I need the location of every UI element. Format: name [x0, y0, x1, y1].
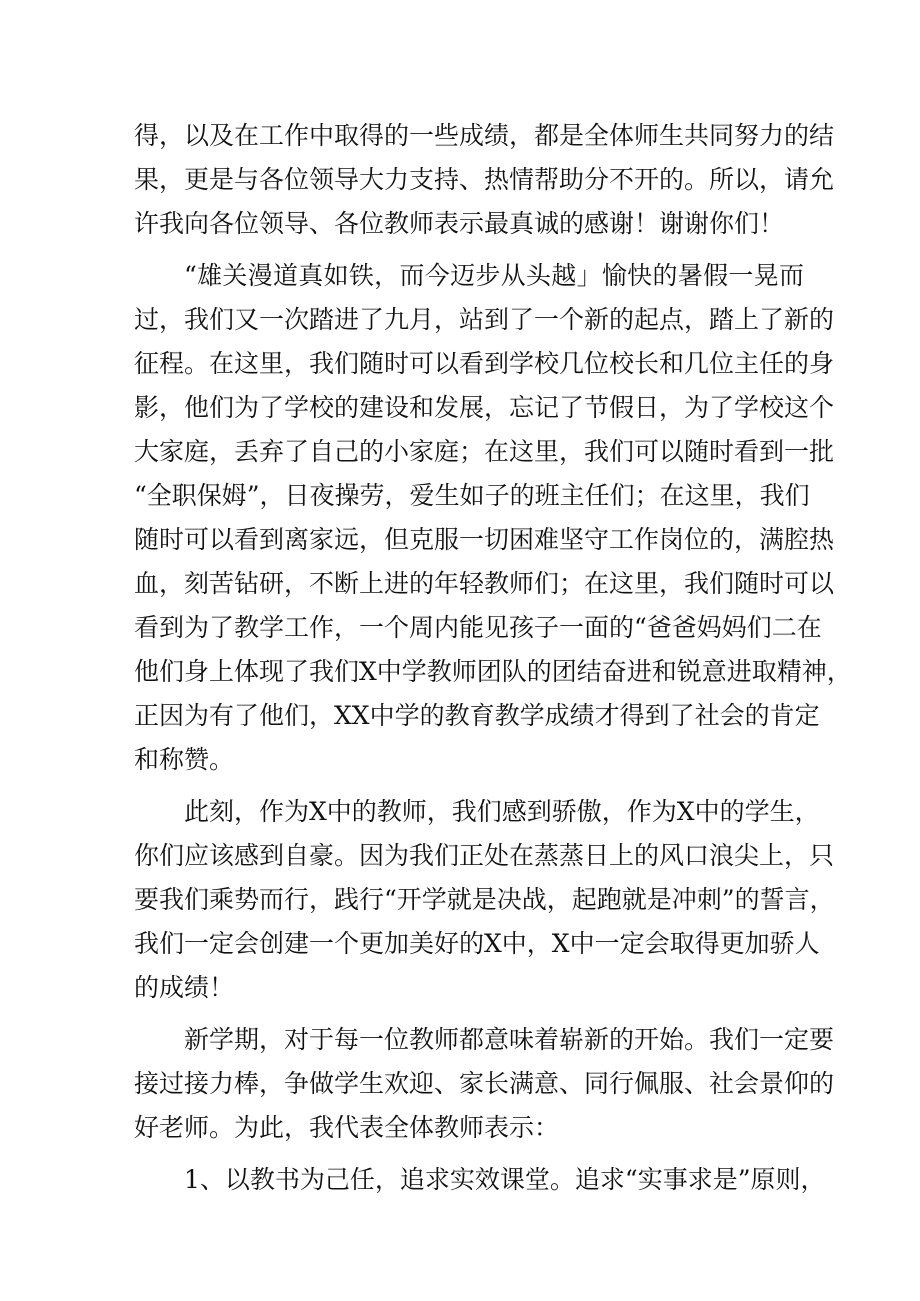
text-line: “全职保姆”，日夜操劳，爱生如子的班主任们；在这里，我们: [134, 481, 810, 510]
text-line: 过，我们又一次踏进了九月，站到了一个新的起点，踏上了新的: [134, 305, 835, 334]
text-line: 和称赞。: [134, 745, 235, 774]
text-line: 影，他们为了学校的建设和发展，忘记了节假日，为了学校这个: [134, 393, 835, 422]
text-line: 要我们乘势而行，践行“开学就是决战，起跑就是冲刺”的誓言，: [134, 885, 835, 914]
text-line: 1、以教书为己任，追求实效课堂。追求“实事求是”原则，: [184, 1165, 826, 1194]
document-body: [134, 114, 852, 1202]
text-line: 大家庭，丢弃了自己的小家庭；在这里，我们可以随时看到一批: [134, 437, 835, 466]
text-line: 许我向各位领导、各位教师表示最真诚的感谢！谢谢你们！: [134, 209, 785, 238]
text-line: 好老师。为此，我代表全体教师表示：: [134, 1113, 560, 1142]
text-line: 新学期，对于每一位教师都意味着崭新的开始。我们一定要: [184, 1025, 835, 1054]
text-line: 正因为有了他们，XX中学的教育教学成绩才得到了社会的肯定: [134, 701, 820, 730]
text-line: 随时可以看到离家远，但克服一切困难坚守工作岗位的，满腔热: [134, 525, 835, 554]
text-line: 我们一定会创建一个更加美好的X中，X中一定会取得更加骄人: [134, 929, 820, 958]
text-line: 他们身上体现了我们X中学教师团队的团结奋进和锐意进取精神，: [134, 657, 852, 686]
text-line: 看到为了教学工作，一个周内能见孩子一面的“爸爸妈妈们二在: [134, 613, 822, 642]
text-line: 此刻，作为X中的教师，我们感到骄傲，作为X中的学生，: [184, 797, 820, 826]
text-line: “雄关漫道真如铁，而今迈步从头越」愉快的暑假一晃而: [184, 261, 804, 290]
text-line: 你们应该感到自豪。因为我们正处在蒸蒸日上的风口浪尖上，只: [134, 841, 835, 870]
text-line: 接过接力棒，争做学生欢迎、家长满意、同行佩服、社会景仰的: [134, 1069, 835, 1098]
text-line: 血，刻苦钻研，不断上进的年轻教师们；在这里，我们随时可以: [134, 569, 835, 598]
text-line: 得，以及在工作中取得的一些成绩，都是全体师生共同努力的结: [134, 121, 835, 150]
text-line: 的成绩！: [134, 973, 235, 1002]
text-line: 征程。在这里，我们随时可以看到学校几位校长和几位主任的身: [134, 349, 835, 378]
text-line: 果，更是与各位领导大力支持、热情帮助分不开的。所以，请允: [134, 165, 835, 194]
